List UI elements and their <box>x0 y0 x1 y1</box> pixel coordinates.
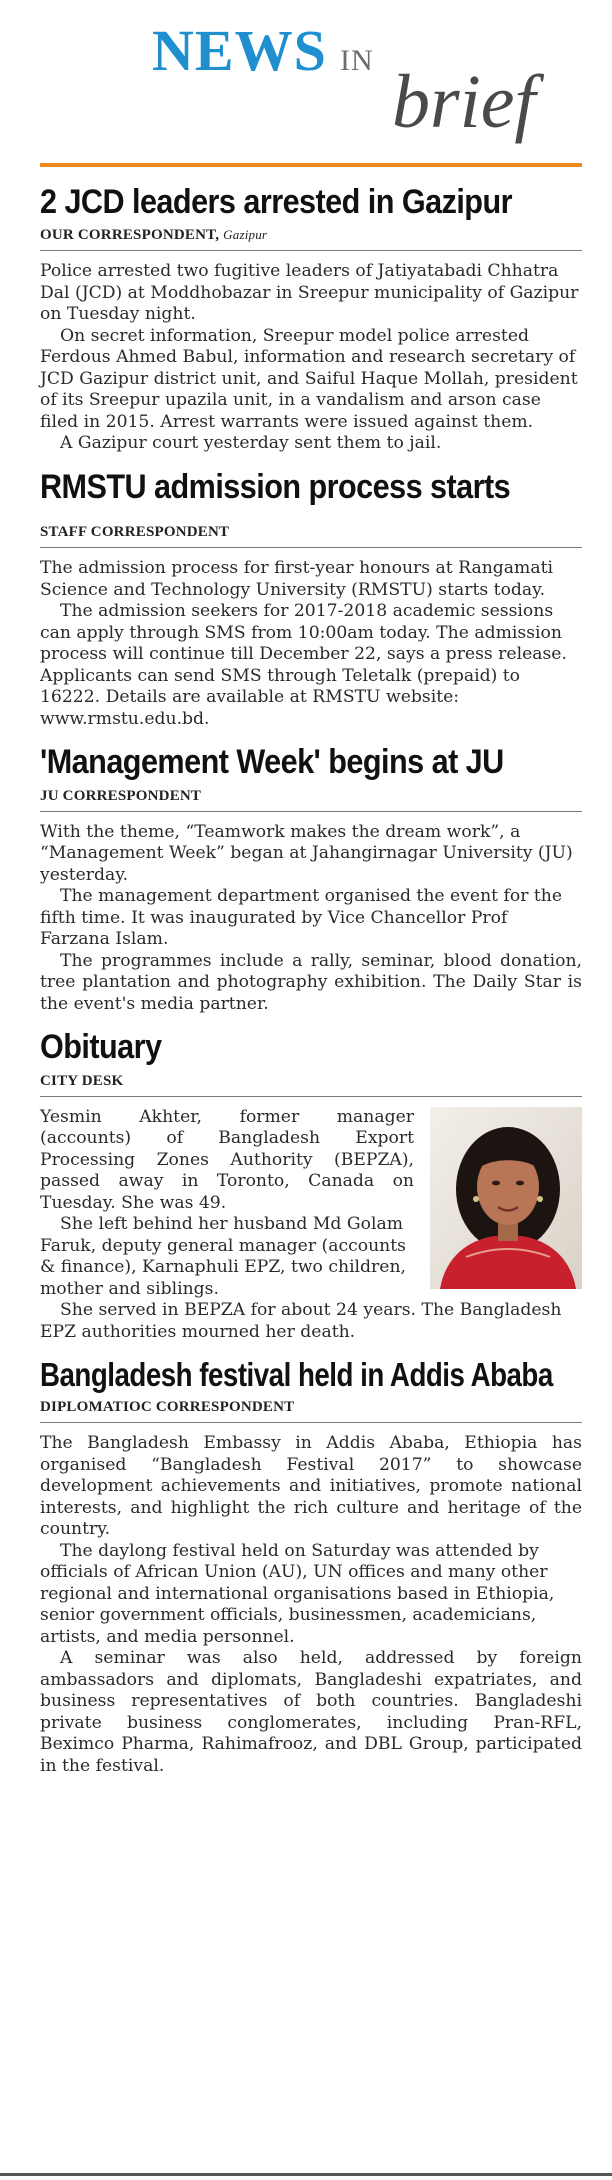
masthead-rule <box>40 163 582 167</box>
page-bottom-rule <box>0 2173 612 2176</box>
byline-rule <box>40 250 582 251</box>
headline: Obituary <box>40 1028 162 1067</box>
paragraph: A seminar was also held, addressed by foreign ambassadors and diplomats, Bangladeshi expatriates, and business representatives of both countries. Bangladeshi private business conglomerates, including Pran-RFL, Beximco Pharma, Rahimafrooz, and DBL Group, participated in the festival. <box>40 1648 582 1776</box>
obituary-content <box>40 1107 582 1344</box>
article-body <box>40 822 582 1016</box>
masthead-news: NEWS <box>152 18 327 83</box>
paragraph: On secret information, Sreepur model police arrested Ferdous Ahmed Babul, information and research secretary of JCD Gazipur district unit, and Saiful Haque Mollah, president of its Sreepur upazila unit, in a vandalism and arson case filed in 2015. Arrest warrants were issued against them. <box>40 325 578 432</box>
byline <box>40 1399 582 1416</box>
byline-rule <box>40 1096 582 1097</box>
article-management-week <box>40 744 582 1015</box>
portrait-photo <box>430 1107 582 1289</box>
paragraph: With the theme, “Teamwork makes the dream work”, a “Management Week” began at Jahangirnagar University (JU) yesterday. <box>40 821 573 885</box>
article-body <box>40 558 582 730</box>
byline-location: Gazipur <box>223 227 268 243</box>
paragraph: She served in BEPZA for about 24 years. The Bangladesh EPZ authorities mourned her death. <box>40 1300 562 1342</box>
byline-author: DIPLOMATIOC CORRESPONDENT <box>40 1399 295 1416</box>
byline-author: STAFF CORRESPONDENT <box>40 524 230 541</box>
headline: Bangladesh festival held in Addis Ababa <box>40 1356 553 1394</box>
headline: 'Management Week' begins at JU <box>40 743 504 782</box>
article-jcd-arrest <box>40 184 582 455</box>
headline: RMSTU admission process starts <box>40 467 511 506</box>
article-body <box>40 261 582 455</box>
byline-author: OUR CORRESPONDENT, <box>40 227 220 244</box>
byline-author: CITY DESK <box>40 1072 124 1089</box>
paragraph: Yesmin Akhter, former manager (accounts) of Bangladesh Export Processing Zones Authority (BEPZA), passed away in Toronto, Canada on Tuesday. She was 49. <box>40 1106 414 1213</box>
paragraph: A Gazipur court yesterday sent them to jail. <box>60 433 442 454</box>
paragraph: The daylong festival held on Saturday was attended by officials of African Union (AU), UN offices and many other regional and international organisations based in Ethiopia, senior government officials, businessmen, academicians, artists, and media personnel. <box>40 1540 555 1647</box>
paragraph: The programmes include a rally, seminar, blood donation, tree plantation and photography exhibition. The Daily Star is the event's media partner. <box>40 950 582 1014</box>
paragraph: The admission seekers for 2017-2018 academic sessions can apply through SMS from 10:00am today. The admission process will continue till December 22, says a press release. Applicants can send SMS through Teletalk (prepaid) to 16222. Details are available at RMSTU website: www.rmstu.edu.bd. <box>40 601 567 729</box>
masthead <box>40 0 582 150</box>
paragraph: The Bangladesh Embassy in Addis Ababa, Ethiopia has organised “Bangladesh Festival 2017” to showcase development achievements and initiatives, promote national interests, and highlight the rich culture and heritage of the country. <box>40 1433 582 1540</box>
byline <box>40 788 582 805</box>
article-body <box>40 1433 582 1777</box>
masthead-in: IN <box>340 44 374 77</box>
masthead-brief: brief <box>392 60 536 144</box>
headline: 2 JCD leaders arrested in Gazipur <box>40 183 512 221</box>
byline-author: JU CORRESPONDENT <box>40 787 202 804</box>
paragraph: The management department organised the event for the fifth time. It was inaugurated by Vice Chancellor Prof Farzana Islam. <box>40 886 563 950</box>
byline-rule <box>40 811 582 812</box>
byline-rule <box>40 1422 582 1423</box>
paragraph: Police arrested two fugitive leaders of Jatiyatabadi Chhatra Dal (JCD) at Moddhobazar in Sreepur municipality of Gazipur on Tuesday night. <box>40 261 579 325</box>
article-obituary <box>40 1029 582 1343</box>
byline <box>40 524 582 541</box>
article-addis-festival <box>40 1357 582 1777</box>
paragraph: The admission process for first-year honours at Rangamati Science and Technology University (RMSTU) starts today. <box>40 558 553 600</box>
byline <box>40 227 582 244</box>
paragraph: She left behind her husband Md Golam Faruk, deputy general manager (accounts & finance), Karnaphuli EPZ, two children, mother and siblings. <box>40 1214 406 1299</box>
article-rmstu-admission <box>40 469 582 730</box>
byline <box>40 1073 582 1090</box>
byline-rule <box>40 547 582 548</box>
